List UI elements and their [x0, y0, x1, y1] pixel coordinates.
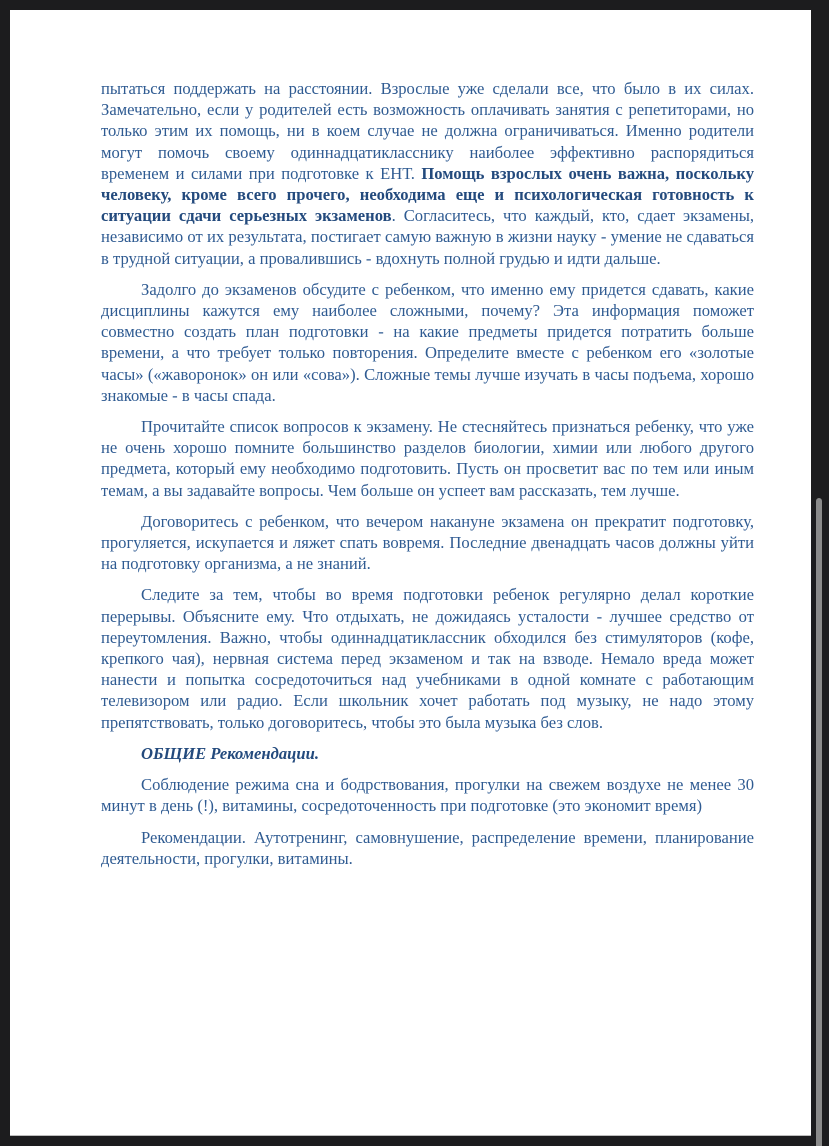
- paragraph-text: . Согласитесь, что каждый, кто, сдает экзамены, независимо от их результата, постигает самую важную в жизни науку - умение не сдаваться в трудной ситуации, а провалившись - вдохнуть полной грудью и идти дальше.: [101, 206, 754, 268]
- paragraph-read-questions: Прочитайте список вопросов к экзамену. Не стесняйтесь признаться ребенку, что уже не очень хорошо помните большинство разделов биологии, химии или любого другого предмета, который ему необходимо подготовить. Пусть он просветит вас по тем или иным темам, а вы задавайте вопросы. Чем больше он успеет вам рассказать, тем лучше.: [101, 417, 754, 500]
- document-page: [10, 10, 811, 1136]
- section-heading: ОБЩИЕ Рекомендации.: [141, 743, 319, 763]
- paragraph-parental-help: [101, 78, 754, 269]
- paragraph-discuss-exams: Задолго до экзаменов обсудите с ребенком, что именно ему придется сдавать, какие дисциплины кажутся ему наиболее сложными, почему? Эта информация поможет совместно создать план подготовки - на какие предметы придется потратить больше времени, а что требует только повторения. Определите вместе с ребенком его «золотые часы» («жаворонок» он или «сова»). Сложные темы лучше изучать в часы подъема, хорошо знакомые - в часы спада.: [101, 279, 754, 405]
- paragraph-breaks: Следите за тем, чтобы во время подготовки ребенок регулярно делал короткие перерывы. Объясните ему. Что отдыхать, не дожидаясь усталости - лучшее средство от переутомления. Важно, чтобы одиннадцатиклассник обходился без стимуляторов (кофе, крепкого чая), нервная система перед экзаменом и так на взводе. Немало вреда может нанести и попытка сосредоточиться над учебниками в одной комнате с работающим телевизором или радио. Если школьник хочет работать под музыку, не надо этому препятствовать, только договоритесь, чтобы это была музыка без слов.: [101, 585, 754, 732]
- page-content: [101, 78, 754, 879]
- paragraph-text: пытаться поддержать на расстоянии. Взрослые уже сделали все, что было в их силах. Замечательно, если у родителей есть возможность оплачивать занятия с репетиторами, но только этим их помощь, ни в коем случае не должна ограничиваться. Именно родители могут помочь своему одиннадцатикласснику наиболее эффективно распорядиться временем и силами при подготовке к ЕНТ.: [101, 79, 754, 183]
- paragraph-recommendations-list: Рекомендации. Аутотренинг, самовнушение, распределение времени, планирование деятельности, прогулки, витамины.: [101, 827, 754, 868]
- scrollbar-thumb[interactable]: [816, 498, 822, 1146]
- bold-emphasis-text: Помощь взрослых очень важна, поскольку человеку, кроме всего прочего, необходима еще и психологическая готовность к ситуации сдачи серьезных экзаменов: [101, 163, 755, 226]
- paragraph-general-recommendations: Соблюдение режима сна и бодрствования, прогулки на свежем воздухе не менее 30 минут в день (!), витамины, сосредоточенность при подготовке (это экономит время): [101, 775, 754, 816]
- paragraph-evening-before: Договоритесь с ребенком, что вечером накануне экзамена он прекратит подготовку, прогуляется, искупается и ляжет спать вовремя. Последние двенадцать часов должны уйти на подготовку организма, а не знаний.: [101, 511, 754, 574]
